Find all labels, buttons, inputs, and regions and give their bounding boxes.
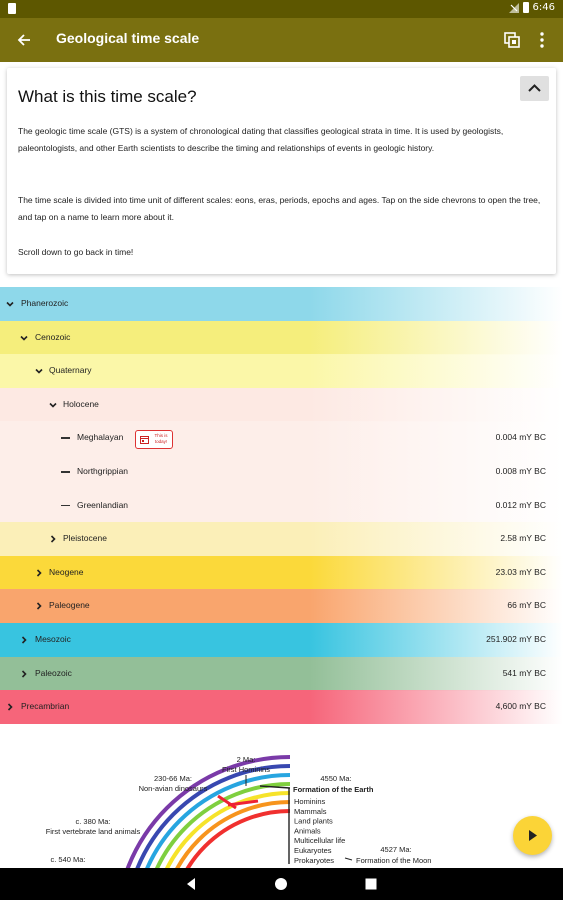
first-hominins: First Hominins (222, 765, 270, 774)
tree-row-name[interactable]: Paleozoic (35, 667, 72, 678)
today-badge-text: This is today! (154, 433, 168, 445)
play-arrow-icon (525, 828, 540, 843)
earth-history-diagram-graphic (0, 726, 563, 868)
more-vert-icon[interactable] (532, 30, 552, 50)
chevron-right-icon[interactable] (48, 534, 58, 544)
dinosaurs: Non-avian dinosaurs (138, 784, 208, 793)
chevron-down-icon[interactable] (19, 333, 29, 343)
formation-earth: Formation of the Earth (293, 785, 374, 794)
tree-row-age: 2.58 mY BC (500, 533, 546, 544)
life-list-item: Eukaryotes (294, 846, 332, 855)
tree-row[interactable] (0, 489, 563, 523)
tree-row[interactable] (0, 657, 563, 691)
tree-row[interactable] (0, 287, 563, 321)
tree-row[interactable] (0, 522, 563, 556)
back-arrow-icon[interactable] (14, 30, 34, 50)
tree-row[interactable] (0, 354, 563, 388)
nav-home-icon[interactable] (274, 877, 288, 891)
tree-row-name[interactable]: Holocene (63, 398, 99, 409)
chevron-right-icon[interactable] (19, 669, 29, 679)
system-nav-bar (0, 868, 563, 900)
tree-row-name[interactable]: Precambrian (21, 701, 70, 712)
status-bar (0, 0, 563, 18)
battery-icon (523, 2, 529, 13)
signal-icon (509, 3, 519, 13)
tree-row-age: 23.03 mY BC (495, 566, 546, 577)
life-list-item: Hominins (294, 797, 326, 806)
chevron-down-icon[interactable] (34, 366, 44, 376)
sim-card-icon (8, 3, 16, 14)
life-list-item: Animals (294, 826, 321, 836)
tree-row-age: 0.004 mY BC (495, 432, 546, 443)
dinosaurs-ma: 230-66 Ma: (154, 774, 192, 783)
tree-row[interactable] (0, 388, 563, 422)
play-fab[interactable] (513, 816, 552, 855)
chevron-right-icon[interactable] (34, 568, 44, 578)
tree-row[interactable] (0, 556, 563, 590)
life-list-item: Prokaryotes (294, 855, 335, 865)
card-paragraph-2: The time scale is divided into time unit of different scales: eons, eras, periods, epochs and ages. Tap on the side chevrons to open the tree, and tap on a name to learn more about it. (18, 195, 541, 222)
tree-row[interactable] (0, 690, 563, 724)
life-list-item: Multicellular life (294, 836, 346, 846)
copy-icon[interactable] (502, 30, 522, 50)
tree-row[interactable] (0, 589, 563, 623)
life-list-item: Land plants (294, 816, 333, 826)
chevron-down-icon[interactable] (48, 400, 58, 410)
leaf-dash-icon (61, 471, 70, 473)
c540-ma: c. 540 Ma: (50, 855, 86, 864)
tree-row-name[interactable]: Greenlandian (77, 499, 129, 510)
info-card (7, 68, 556, 274)
moon: Formation of the Moon (356, 856, 432, 865)
collapse-button[interactable] (520, 76, 549, 101)
life-list-item: Mammals (294, 806, 327, 816)
tree-row-name[interactable]: Northgrippian (77, 466, 129, 476)
tree-row-age: 0.008 mY BC (495, 466, 546, 476)
tree-row[interactable] (0, 321, 563, 355)
tree-row-age: 0.012 mY BC (495, 499, 546, 510)
life-list (294, 797, 345, 865)
formation-earth-ma: 4550 Ma: (320, 774, 352, 783)
chevron-right-icon[interactable] (5, 702, 15, 712)
chevron-down-icon[interactable] (5, 299, 15, 309)
tree-row-name[interactable]: Quaternary (49, 365, 92, 376)
nav-recents-icon[interactable] (364, 877, 378, 891)
tree-row-age: 251.902 mY BC (486, 634, 546, 644)
tree-row-age: 541 mY BC (502, 667, 546, 678)
first-hominins-ma: 2 Ma: (236, 755, 256, 764)
tree-row-name[interactable]: Meghalayan (77, 432, 124, 443)
chevron-right-icon[interactable] (34, 601, 44, 611)
land-animals: First vertebrate land animals (45, 827, 141, 836)
calendar-icon (140, 435, 149, 444)
moon-ma: 4527 Ma: (380, 845, 412, 854)
tree-row[interactable] (0, 421, 563, 455)
tree-row-name[interactable]: Neogene (49, 566, 84, 577)
earth-history-diagram (0, 726, 563, 868)
card-paragraph-3: Scroll down to go back in time! (18, 247, 134, 257)
app-bar (0, 18, 563, 62)
tree-row-name[interactable]: Paleogene (49, 600, 90, 611)
nav-back-icon[interactable] (184, 877, 198, 891)
chevron-right-icon[interactable] (19, 635, 29, 645)
today-badge (135, 430, 173, 449)
tree-row-name[interactable]: Pleistocene (63, 533, 107, 544)
page-title: Geological time scale (56, 30, 200, 46)
chevron-up-icon (520, 76, 549, 101)
status-time: 6:46 (532, 2, 555, 13)
history-arc (125, 766, 290, 868)
card-paragraph-1: The geologic time scale (GTS) is a system of chronological dating that classifies geological strata in time. It is used by geologists, paleontologists, and other Earth scientists to describe the timing and relationships of events in geologic history. (18, 126, 504, 153)
tree-row-name[interactable]: Mesozoic (35, 634, 71, 644)
tree-row-age: 4,600 mY BC (495, 701, 546, 712)
tree-row[interactable] (0, 455, 563, 489)
leaf-dash-icon (61, 437, 70, 439)
tree-row-name[interactable]: Phanerozoic (21, 298, 69, 308)
land-animals-ma: c. 380 Ma: (75, 817, 111, 826)
card-heading: What is this time scale? (18, 87, 197, 106)
leaf-dash-icon (61, 505, 70, 507)
tree-row-name[interactable]: Cenozoic (35, 331, 71, 342)
tree-row[interactable] (0, 623, 563, 657)
tree-row-age: 66 mY BC (507, 600, 546, 611)
